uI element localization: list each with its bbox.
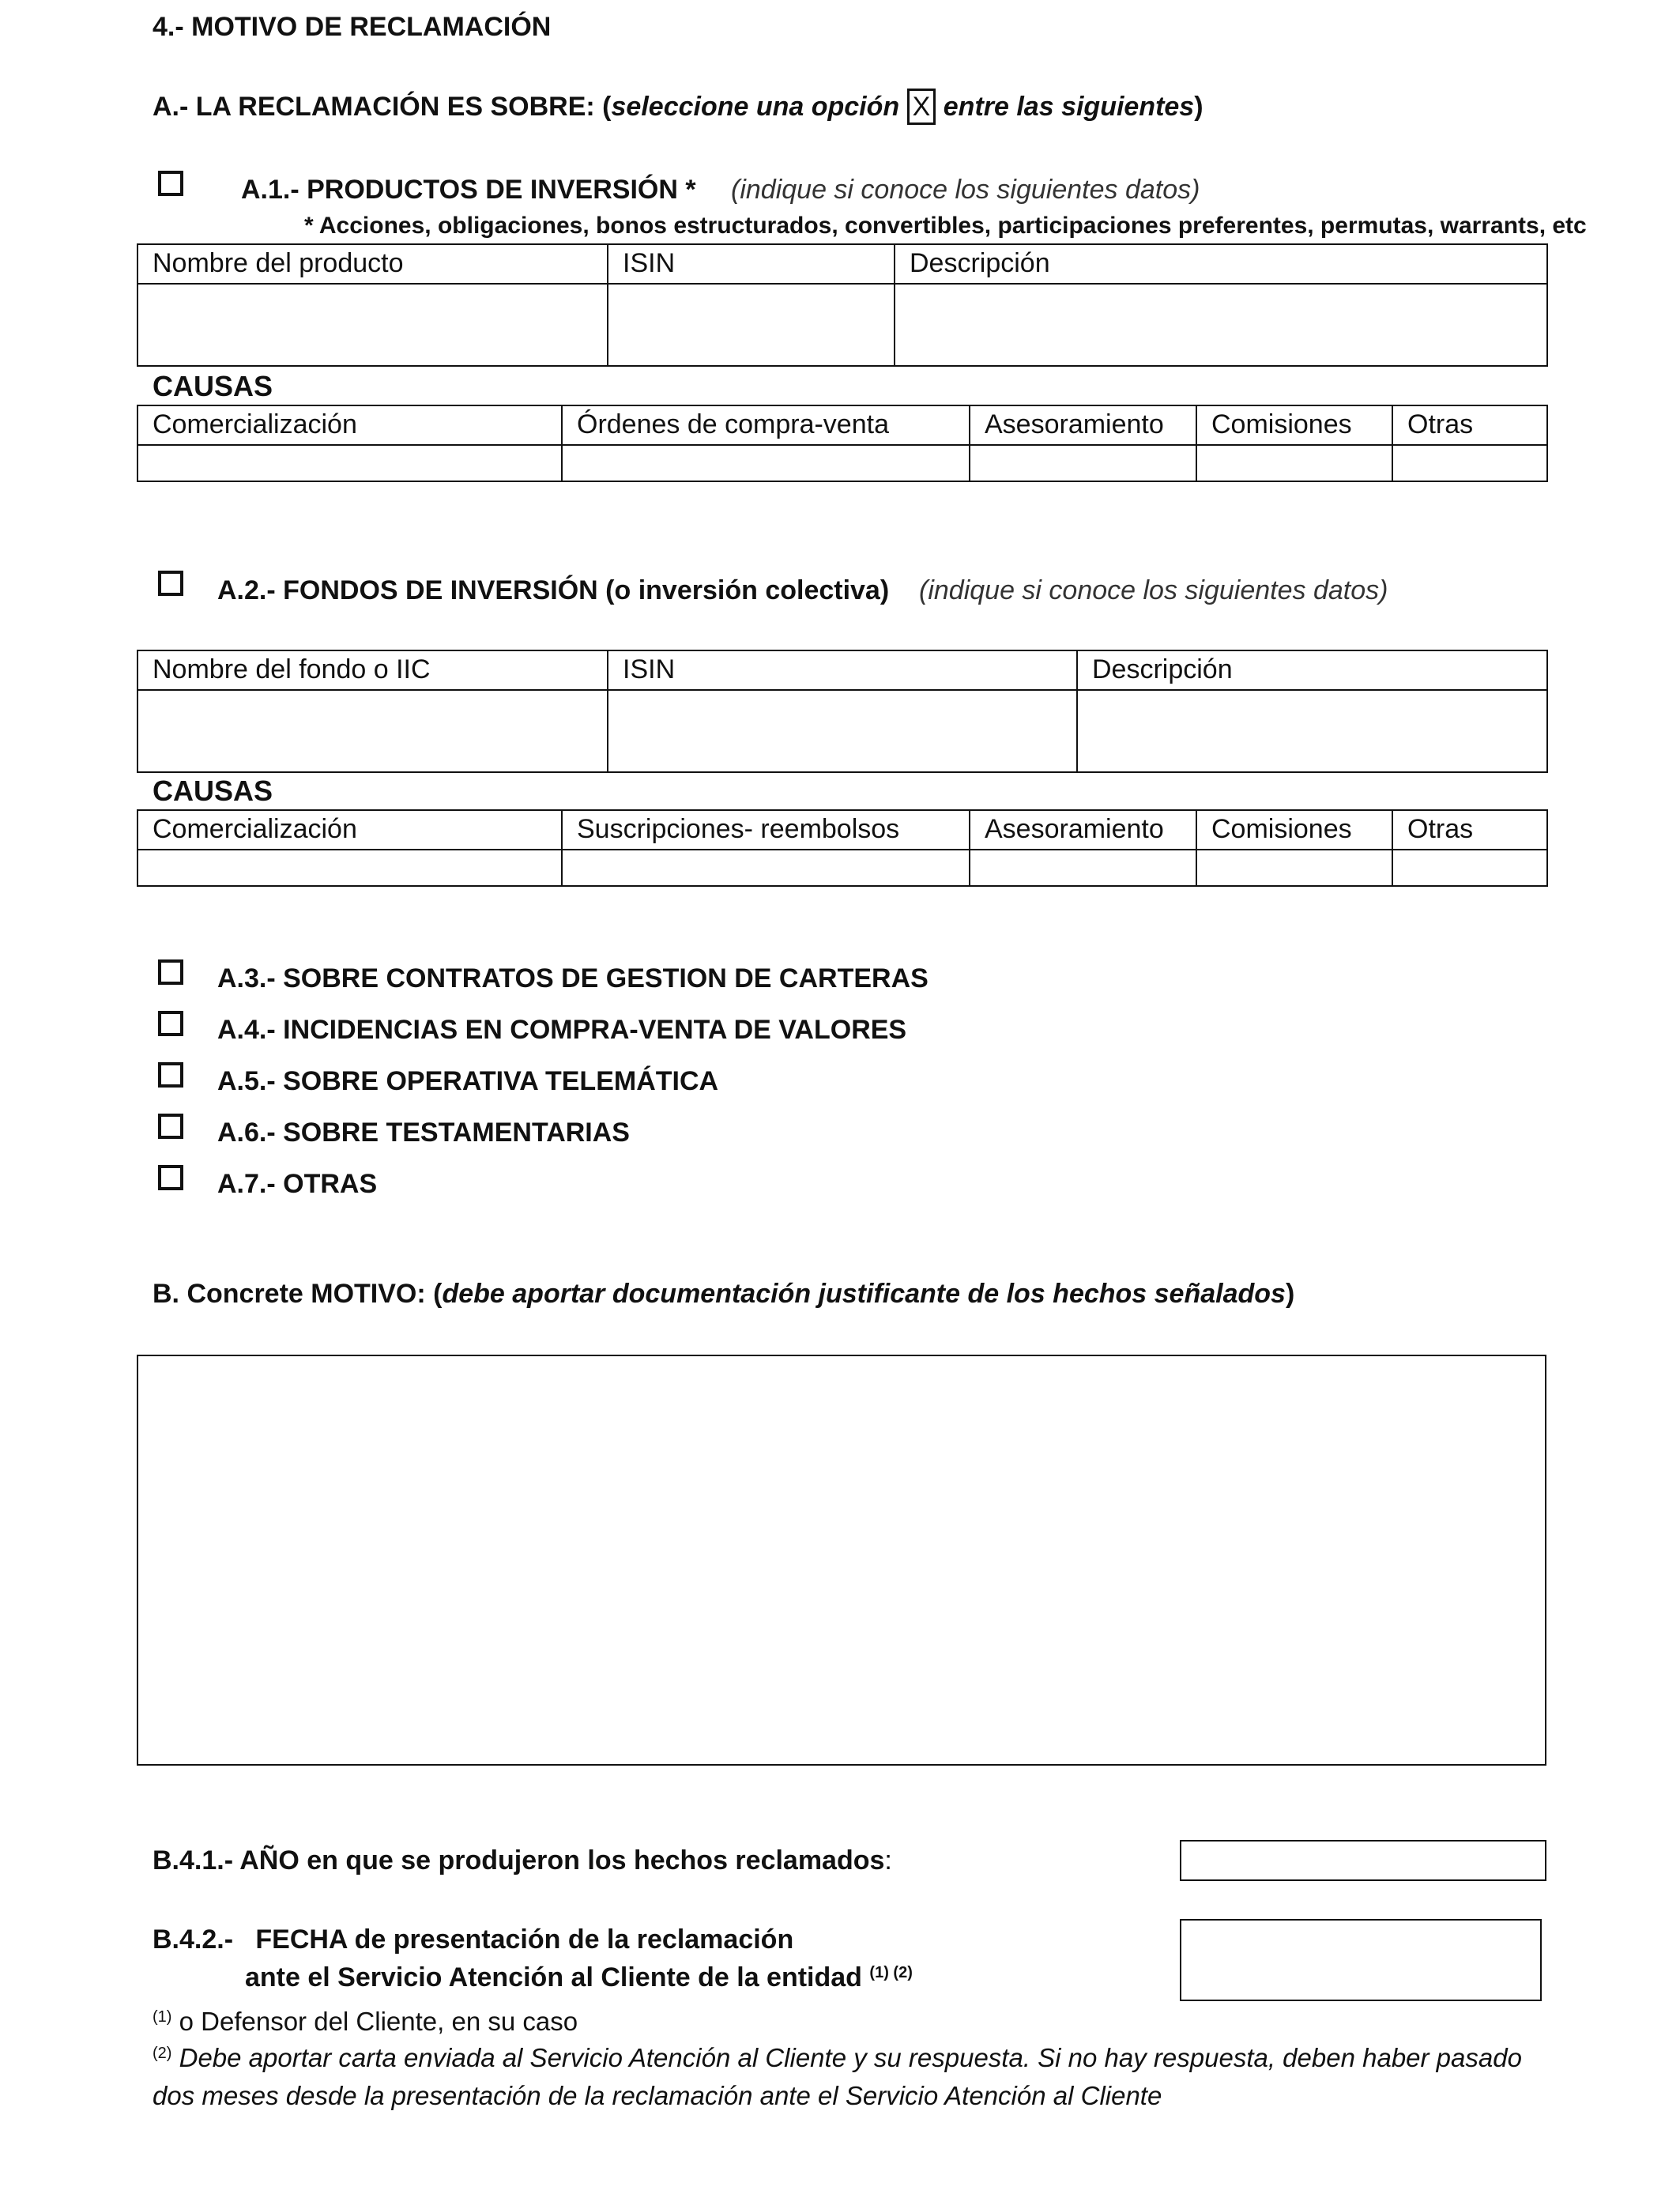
a2-header-isin: ISIN (608, 650, 1077, 690)
a2-causas-label: CAUSAS (153, 775, 273, 807)
year-input[interactable] (1180, 1840, 1546, 1881)
a2-input-descripcion[interactable] (1077, 690, 1547, 772)
b42-line2 (245, 1962, 913, 1993)
a1-header-isin: ISIN (608, 244, 895, 284)
a1-label: A.1.- PRODUCTOS DE INVERSIÓN * (241, 175, 696, 205)
footnote-1 (153, 2006, 578, 2038)
a1-causas-table (137, 405, 1548, 482)
a1-causas-label: CAUSAS (153, 370, 273, 402)
date-input[interactable] (1180, 1919, 1542, 2001)
a1-input-isin[interactable] (608, 284, 895, 366)
a2-checkbox[interactable] (158, 571, 183, 596)
a2-causa-input-suscripciones[interactable] (562, 850, 970, 886)
a7-checkbox[interactable] (158, 1165, 183, 1190)
a2-causa-comisiones: Comisiones (1196, 810, 1392, 850)
footnote-2-text-1: Debe aportar carta enviada al Servicio Atención al Cliente y su respuesta. Si no hay respuesta, deben haber pasado (179, 2043, 1522, 2072)
a2-input-nombre[interactable] (137, 690, 608, 772)
a1-causa-comisiones: Comisiones (1196, 405, 1392, 445)
a1-input-nombre[interactable] (137, 284, 608, 366)
a1-causa-input-ordenes[interactable] (562, 445, 970, 481)
footnote-1-mark: (1) (153, 2008, 172, 2026)
a1-causa-asesoramiento: Asesoramiento (970, 405, 1196, 445)
motivo-textarea[interactable] (137, 1355, 1546, 1766)
a1-causa-input-asesoramiento[interactable] (970, 445, 1196, 481)
a1-header-nombre: Nombre del producto (137, 244, 608, 284)
a2-causa-input-otras[interactable] (1392, 850, 1547, 886)
a1-causa-input-comisiones[interactable] (1196, 445, 1392, 481)
a1-note: * Acciones, obligaciones, bonos estructurados, convertibles, participaciones preferentes, permutas, warrants, etc (304, 213, 1587, 239)
section-a-instruction-2: entre las siguientes (943, 92, 1195, 122)
a3-label: A.3.- SOBRE CONTRATOS DE GESTION DE CARTERAS (217, 963, 929, 993)
b41-label (153, 1845, 892, 1876)
a1-causa-comercializacion: Comercialización (137, 405, 562, 445)
a2-causa-otras: Otras (1392, 810, 1547, 850)
b41-label-text: B.4.1.- AÑO en que se produjeron los hechos reclamados (153, 1845, 885, 1875)
a1-causa-otras: Otras (1392, 405, 1547, 445)
section-a-prefix: A.- LA RECLAMACIÓN ES SOBRE: ( (153, 92, 612, 122)
a2-fund-table (137, 650, 1548, 773)
a2-label: A.2.- FONDOS DE INVERSIÓN (o inversión colectiva) (217, 575, 890, 605)
a2-causa-asesoramiento: Asesoramiento (970, 810, 1196, 850)
a1-hint: (indique si conoce los siguientes datos) (731, 175, 1200, 205)
a1-causa-input-otras[interactable] (1392, 445, 1547, 481)
a2-causa-input-asesoramiento[interactable] (970, 850, 1196, 886)
a1-header-descripcion: Descripción (895, 244, 1547, 284)
section-title: 4.- MOTIVO DE RECLAMACIÓN (153, 12, 552, 42)
section-b-suffix: ) (1285, 1279, 1295, 1309)
a1-input-descripcion[interactable] (895, 284, 1547, 366)
a2-causa-suscripciones: Suscripciones- reembolsos (562, 810, 970, 850)
section-b-instruction: debe aportar documentación justificante de los hechos señalados (442, 1279, 1286, 1309)
footnote-2 (153, 2042, 1522, 2074)
section-a-suffix: ) (1194, 92, 1203, 122)
a7-label: A.7.- OTRAS (217, 1169, 378, 1199)
a2-input-isin[interactable] (608, 690, 1077, 772)
section-b-prefix: B. Concrete MOTIVO: ( (153, 1279, 443, 1309)
a2-causa-input-comisiones[interactable] (1196, 850, 1392, 886)
a2-header-nombre: Nombre del fondo o IIC (137, 650, 608, 690)
a4-label: A.4.- INCIDENCIAS EN COMPRA-VENTA DE VALORES (217, 1015, 907, 1045)
example-x-box: X (907, 89, 936, 125)
b42-line2-text: ante el Servicio Atención al Cliente de la entidad (245, 1962, 862, 1992)
a1-product-table (137, 243, 1548, 367)
a5-checkbox[interactable] (158, 1062, 183, 1088)
section-a-heading (153, 89, 1203, 125)
a2-header-descripcion: Descripción (1077, 650, 1547, 690)
section-b-heading (153, 1278, 1294, 1310)
a2-hint: (indique si conoce los siguientes datos) (919, 575, 1388, 605)
a2-causa-input-comercializacion[interactable] (137, 850, 562, 886)
b42-line1: B.4.2.- FECHA de presentación de la reclamación (153, 1924, 794, 1955)
footnote-1-text: o Defensor del Cliente, en su caso (179, 2007, 578, 2036)
footnote-2-mark: (2) (153, 2045, 172, 2062)
a2-causa-comercializacion: Comercialización (137, 810, 562, 850)
a2-causas-table (137, 809, 1548, 887)
section-a-instruction: seleccione una opción (611, 92, 900, 122)
a6-checkbox[interactable] (158, 1114, 183, 1139)
a1-causa-ordenes: Órdenes de compra-venta (562, 405, 970, 445)
a6-label: A.6.- SOBRE TESTAMENTARIAS (217, 1118, 630, 1148)
a1-checkbox[interactable] (158, 171, 183, 196)
b41-colon: : (884, 1845, 892, 1875)
a5-label: A.5.- SOBRE OPERATIVA TELEMÁTICA (217, 1066, 719, 1096)
a1-causa-input-comercializacion[interactable] (137, 445, 562, 481)
b42-footnote-refs: (1) (2) (869, 1964, 913, 1981)
a4-checkbox[interactable] (158, 1011, 183, 1036)
footnote-2-line-2: dos meses desde la presentación de la reclamación ante el Servicio Atención al Cliente (153, 2081, 1162, 2110)
a3-checkbox[interactable] (158, 959, 183, 985)
